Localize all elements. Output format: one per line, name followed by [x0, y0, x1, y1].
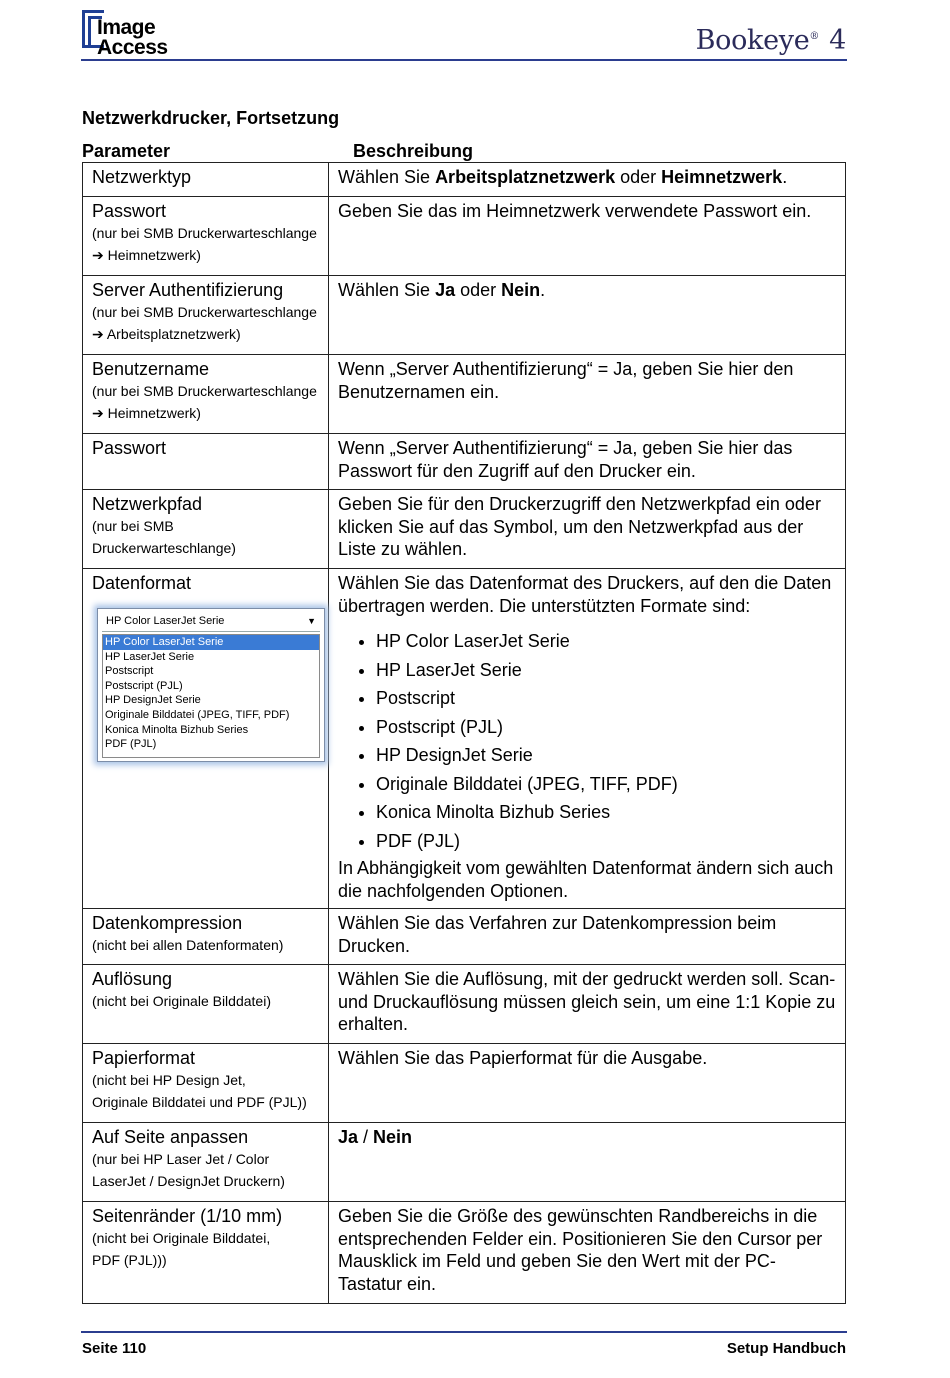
page-number: Seite 110 — [82, 1340, 147, 1357]
table-row — [83, 1202, 846, 1304]
table-row — [83, 197, 846, 276]
param-cell — [83, 163, 329, 197]
chevron-down-icon[interactable]: ▼ — [307, 616, 316, 626]
header-rule — [81, 59, 847, 61]
list-item: • HP LaserJet Serie — [376, 656, 836, 685]
param-note: ➔ Heimnetzwerk) — [92, 247, 201, 263]
param-note: ➔ Heimnetzwerk) — [92, 405, 201, 421]
list-item: • Originale Bilddatei (JPEG, TIFF, PDF) — [376, 770, 836, 799]
param-cell — [83, 1123, 329, 1202]
param-description: Wenn „Server Authentifizierung“ = Ja, geben Sie hier das Passwort für den Zugriff auf den Drucker ein. — [338, 438, 793, 481]
description-cell — [329, 1044, 846, 1123]
param-note: Originale Bilddatei und PDF (PJL)) — [92, 1094, 307, 1110]
table-row — [83, 163, 846, 197]
param-note: ➔ Arbeitsplatznetzwerk) — [92, 326, 241, 342]
table-row — [83, 965, 846, 1044]
table-row — [83, 569, 846, 909]
description-cell — [329, 276, 846, 355]
dropdown-option[interactable]: HP Color LaserJet Serie — [103, 635, 319, 650]
param-name: Auflösung — [92, 969, 173, 989]
image-access-logo — [82, 10, 182, 60]
registered-mark: ® — [809, 31, 820, 42]
param-name: Papierformat — [92, 1048, 196, 1068]
list-item: • HP DesignJet Serie — [376, 741, 836, 770]
param-description: Wählen Sie Arbeitsplatznetzwerk oder Heimnetzwerk. — [338, 167, 788, 187]
table-row — [83, 490, 846, 569]
param-note: (nicht bei allen Datenformaten) — [92, 937, 284, 953]
manual-title: Setup Handbuch — [726, 1340, 846, 1357]
format-list — [338, 627, 836, 855]
table-row — [83, 909, 846, 965]
param-name: Auf Seite anpassen — [92, 1127, 249, 1147]
param-name: Passwort — [92, 438, 167, 458]
list-item: • Postscript — [376, 684, 836, 713]
parameter-table — [82, 162, 846, 1304]
param-name: Passwort — [92, 201, 167, 221]
param-cell — [83, 569, 329, 909]
param-name: Datenformat — [92, 573, 192, 593]
dropdown-option[interactable]: HP DesignJet Serie — [105, 694, 201, 707]
dropdown-selected[interactable]: HP Color LaserJet Serie ▼ — [102, 612, 320, 632]
description-cell — [329, 434, 846, 490]
param-description: Wählen Sie das Verfahren zur Datenkompression beim Drucken. — [338, 913, 777, 956]
description-cell — [329, 1202, 846, 1304]
description-cell — [329, 490, 846, 569]
table-row — [83, 1123, 846, 1202]
column-header-parameter: Parameter — [82, 141, 171, 161]
column-header-description: Beschreibung — [353, 141, 474, 161]
param-note: (nur bei SMB Druckerwarteschlange — [92, 383, 317, 399]
param-note: (nur bei SMB — [92, 518, 174, 534]
param-cell — [83, 355, 329, 434]
description-cell — [329, 965, 846, 1044]
table-row — [83, 434, 846, 490]
param-description-after: In Abhängigkeit vom gewählten Datenformat ändern sich auch die nachfolgenden Optionen. — [338, 858, 834, 901]
param-note: Druckerwarteschlange) — [92, 540, 236, 556]
param-description: Geben Sie für den Druckerzugriff den Netzwerkpfad ein oder klicken Sie auf das Symbol, um den Netzwerkpfad aus der Liste zu wählen. — [338, 494, 821, 559]
table-row — [83, 355, 846, 434]
param-description: Wählen Sie das Papierformat für die Ausgabe. — [338, 1048, 708, 1068]
dropdown-option[interactable]: PDF (PJL) — [105, 738, 157, 751]
footer-rule — [81, 1331, 847, 1333]
param-cell — [83, 197, 329, 276]
description-cell — [329, 355, 846, 434]
param-description: Ja / Nein — [338, 1127, 413, 1147]
bookeye-name: Bookeye — [695, 25, 810, 56]
param-cell — [83, 490, 329, 569]
data-format-dropdown[interactable] — [97, 608, 325, 762]
param-cell — [83, 434, 329, 490]
param-cell — [83, 276, 329, 355]
param-cell — [83, 1202, 329, 1304]
bookeye-version: 4 — [829, 25, 846, 56]
list-item: • HP Color LaserJet Serie — [376, 627, 836, 656]
param-name: Datenkompression — [92, 913, 243, 933]
param-description: Wenn „Server Authentifizierung“ = Ja, geben Sie hier den Benutzernamen ein. — [338, 359, 794, 402]
section-title: Netzwerkdrucker, Fortsetzung — [82, 108, 340, 128]
param-note: (nicht bei Originale Bilddatei) — [92, 993, 271, 1009]
param-name: Netzwerktyp — [92, 167, 192, 187]
dropdown-option[interactable]: Konica Minolta Bizhub Series — [105, 723, 249, 736]
param-note: (nur bei HP Laser Jet / Color — [92, 1151, 270, 1167]
param-note: (nicht bei HP Design Jet, — [92, 1072, 246, 1088]
param-note: (nicht bei Originale Bilddatei, — [92, 1230, 271, 1246]
param-note: PDF (PJL))) — [92, 1252, 167, 1268]
description-cell — [329, 1123, 846, 1202]
table-row — [83, 1044, 846, 1123]
param-name: Benutzername — [92, 359, 210, 379]
param-name: Server Authentifizierung — [92, 280, 284, 300]
param-note: LaserJet / DesignJet Druckern) — [92, 1173, 285, 1189]
logo-text-line1: Image — [97, 16, 156, 39]
param-cell — [83, 1044, 329, 1123]
param-note: (nur bei SMB Druckerwarteschlange — [92, 304, 317, 320]
param-description: Wählen Sie das Datenformat des Druckers, auf den die Daten übertragen werden. Die unterstützten Formate sind: — [338, 573, 832, 616]
logo-text-line2: Access — [97, 36, 168, 59]
param-cell — [83, 909, 329, 965]
list-item: • Postscript (PJL) — [376, 713, 836, 742]
description-cell — [329, 569, 846, 909]
list-item: • Konica Minolta Bizhub Series — [376, 798, 836, 827]
param-name: Netzwerkpfad — [92, 494, 203, 514]
table-row — [83, 276, 846, 355]
param-name: Seitenränder (1/10 mm) — [92, 1206, 283, 1226]
param-description: Geben Sie die Größe des gewünschten Randbereichs in die entsprechenden Felder ein. Positionieren Sie den Cursor per Mausklick im Feld und geben Sie den Wert mit der PC-Tastatur ein. — [338, 1206, 823, 1294]
dropdown-option[interactable]: HP LaserJet Serie — [105, 650, 195, 663]
description-cell — [329, 197, 846, 276]
dropdown-option[interactable]: Postscript (PJL) — [105, 679, 183, 692]
dropdown-option[interactable]: Originale Bilddatei (JPEG, TIFF, PDF) — [105, 708, 290, 721]
param-description: Wählen Sie Ja oder Nein. — [338, 280, 546, 300]
param-note: (nur bei SMB Druckerwarteschlange — [92, 225, 317, 241]
dropdown-list — [102, 634, 320, 758]
param-description: Geben Sie das im Heimnetzwerk verwendete Passwort ein. — [338, 201, 812, 221]
dropdown-option[interactable]: Postscript — [105, 665, 154, 678]
param-description: Wählen Sie die Auflösung, mit der gedruckt werden soll. Scan- und Druckauflösung müssen gleich sein, um eine 1:1 Kopie zu erhalten. — [338, 969, 836, 1034]
param-cell — [83, 965, 329, 1044]
description-cell — [329, 909, 846, 965]
bookeye-logo — [696, 25, 846, 56]
description-cell — [329, 163, 846, 197]
list-item: • PDF (PJL) — [376, 827, 836, 856]
